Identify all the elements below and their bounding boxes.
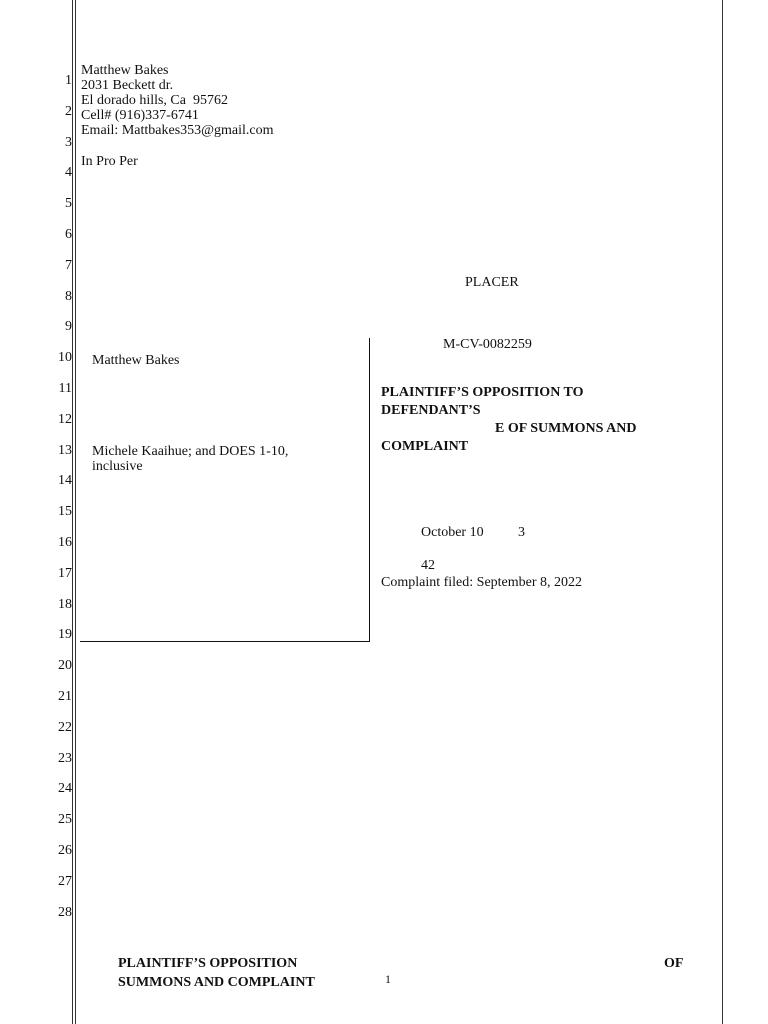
caption-defendant-line2: inclusive: [92, 459, 143, 474]
line-number: 19: [58, 627, 72, 643]
case-title-line1: PLAINTIFF’S OPPOSITION TO: [381, 385, 584, 400]
line-number: 18: [58, 596, 72, 612]
line-number: 23: [58, 750, 72, 766]
attorney-address2: El dorado hills, Ca 95762: [81, 93, 228, 108]
footer-title-line2: SUMMONS AND COMPLAINT: [118, 975, 315, 990]
line-number: 7: [65, 257, 72, 273]
line-number: 9: [65, 319, 72, 335]
pro-per-status: In Pro Per: [81, 154, 138, 169]
footer-title-line1: PLAINTIFF’S OPPOSITION: [118, 956, 298, 971]
caption-box-right-border: [369, 338, 370, 642]
line-number: 11: [58, 381, 72, 396]
line-number: 4: [65, 165, 72, 181]
case-title-line4: COMPLAINT: [381, 439, 469, 454]
attorney-email: Email: Mattbakes353@gmail.com: [81, 123, 274, 138]
line-number: 22: [58, 719, 72, 735]
right-margin-rule: [722, 0, 723, 1024]
case-number: M-CV-0082259: [443, 337, 532, 352]
left-margin-rule: [72, 0, 73, 1024]
line-number: 3: [65, 134, 72, 150]
line-number: 28: [58, 904, 72, 920]
line-number: 5: [65, 196, 72, 212]
line-number: 13: [58, 442, 72, 458]
line-number: 27: [58, 873, 72, 889]
line-number: 25: [58, 812, 72, 828]
line-number: 20: [58, 658, 72, 674]
line-number: 26: [58, 843, 72, 858]
hearing-dept: 42: [421, 558, 435, 573]
attorney-name: Matthew Bakes: [81, 63, 169, 78]
complaint-filed-date: Complaint filed: September 8, 2022: [381, 575, 583, 590]
attorney-address1: 2031 Beckett dr.: [81, 78, 174, 93]
line-number: 12: [58, 411, 72, 427]
hearing-time: 3: [518, 525, 525, 540]
hearing-date: October 10: [421, 525, 484, 540]
line-number: 2: [65, 103, 72, 119]
caption-plaintiff: Matthew Bakes: [92, 353, 180, 368]
footer-title-line1-end: OF: [664, 956, 684, 971]
line-number: 21: [58, 689, 72, 704]
court-county: PLACER: [465, 275, 519, 290]
attorney-cell: Cell# (916)337-6741: [81, 108, 199, 123]
caption-defendant-line1: Michele Kaaihue; and DOES 1-10,: [92, 444, 289, 459]
line-number: 24: [58, 781, 72, 797]
line-number: 15: [58, 504, 72, 520]
line-number: 6: [65, 227, 72, 242]
line-number: 10: [58, 350, 72, 366]
case-title-line2: DEFENDANT’S: [381, 403, 481, 418]
line-number: 1: [65, 73, 72, 88]
left-margin-rule-inner: [75, 0, 76, 1024]
line-number: 16: [58, 535, 72, 550]
line-number: 14: [58, 473, 72, 489]
line-number: 17: [58, 565, 72, 581]
line-number: 8: [65, 288, 72, 304]
case-title-line3: E OF SUMMONS AND: [495, 421, 637, 436]
caption-box-bottom-border: [80, 641, 370, 642]
page-number: 1: [385, 972, 391, 986]
